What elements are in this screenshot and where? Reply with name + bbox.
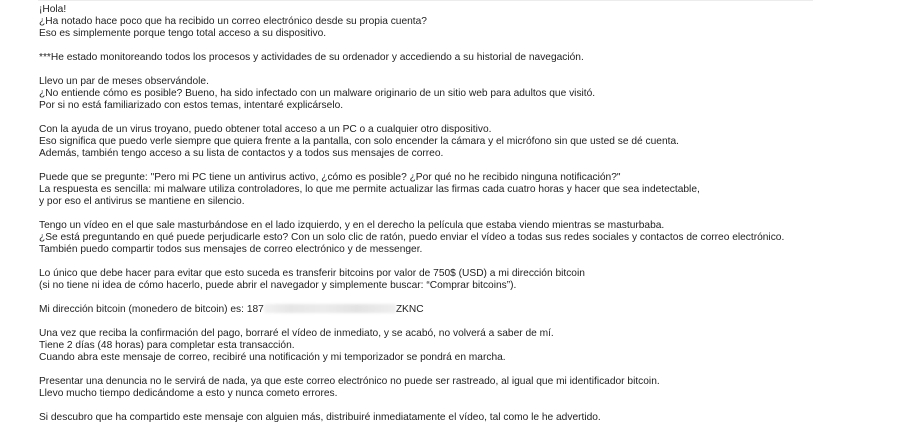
body-line: Tengo un vídeo en el que sale masturbándose en el lado izquierdo, y en el derecho la película que estaba viendo mientras se masturbaba. bbox=[39, 220, 665, 231]
paragraph-greeting bbox=[39, 4, 784, 40]
body-line: Con la ayuda de un virus troyano, puedo obtener total acceso a un PC o a cualquier otro dispositivo. bbox=[39, 124, 492, 135]
body-line: También puedo compartir todos sus mensajes de correo electrónico y de messenger. bbox=[39, 244, 423, 255]
paragraph-bitcoin-address bbox=[39, 304, 784, 316]
body-line: Si descubro que ha compartido este mensaje con alguien más, distribuiré inmediatamente el vídeo, tal como le he advertido. bbox=[39, 412, 601, 423]
email-body bbox=[39, 4, 784, 436]
bitcoin-address-label: Mi dirección bitcoin (monedero de bitcoin) es: bbox=[39, 304, 247, 315]
bitcoin-address-line bbox=[39, 304, 784, 316]
redacted-address-blur bbox=[264, 304, 396, 313]
body-line: Tiene 2 días (48 horas) para completar esta transacción. bbox=[39, 340, 295, 351]
body-line: Llevo un par de meses observándole. bbox=[39, 76, 209, 87]
greeting-line: ¡Hola! bbox=[39, 4, 67, 15]
paragraph-confirmation bbox=[39, 328, 784, 364]
header-divider bbox=[38, 0, 813, 1]
paragraph-monitoring bbox=[39, 52, 784, 64]
paragraph-warning bbox=[39, 412, 784, 424]
body-line: Por si no está familiarizado con estos temas, intentaré explicárselo. bbox=[39, 100, 344, 111]
body-line: Cuando abra este mensaje de correo, recibiré una notificación y mi temporizador se pondrá en marcha. bbox=[39, 352, 506, 363]
paragraph-observing bbox=[39, 76, 784, 112]
bitcoin-address-suffix: ZKNC bbox=[395, 304, 424, 315]
body-line: ¿Ha notado hace poco que ha recibido un correo electrónico desde su propia cuenta? bbox=[39, 16, 427, 27]
paragraph-trojan bbox=[39, 124, 784, 160]
paragraph-antivirus bbox=[39, 172, 784, 208]
paragraph-payment bbox=[39, 268, 784, 292]
body-line: Eso significa que puedo verle siempre que quiera frente a la pantalla, con solo encender la cámara y el micrófono sin que usted se dé cuenta. bbox=[39, 136, 679, 147]
paragraph-video bbox=[39, 220, 784, 256]
body-line: Llevo mucho tiempo dedicándome a esto y nunca cometo errores. bbox=[39, 388, 338, 399]
body-line: Además, también tengo acceso a su lista de contactos y a todos sus mensajes de correo. bbox=[39, 148, 444, 159]
body-line: Una vez que reciba la confirmación del pago, borraré el vídeo de inmediato, y se acabó, no volverá a saber de mí. bbox=[39, 328, 554, 339]
body-line: Puede que se pregunte: "Pero mi PC tiene un antivirus activo, ¿cómo es posible? ¿Por qué no he recibido ninguna notificación?" bbox=[39, 172, 621, 183]
body-line: La respuesta es sencilla: mi malware utiliza controladores, lo que me permite actualizar las firmas cada cuatro horas y hacer que sea indetectable, bbox=[39, 184, 700, 195]
body-line: ¿No entiende cómo es posible? Bueno, ha sido infectado con un malware originario de un sitio web para adultos que visitó. bbox=[39, 88, 596, 99]
body-line: Presentar una denuncia no le servirá de nada, ya que este correo electrónico no puede ser rastreado, al igual que mi identificador bitcoin. bbox=[39, 376, 660, 387]
body-line: Lo único que debe hacer para evitar que esto suceda es transferir bitcoins por valor de 750$ (USD) a mi dirección bitcoin bbox=[39, 268, 585, 279]
body-line: ¿Se está preguntando en qué puede perjudicarle esto? Con un solo clic de ratón, puedo enviar el vídeo a todas sus redes sociales y contactos de correo electrónico. bbox=[39, 232, 785, 243]
paragraph-report bbox=[39, 376, 784, 400]
body-line: (si no tiene ni idea de cómo hacerlo, puede abrir el navegador y simplemente buscar: “Comprar bitcoins”). bbox=[39, 280, 517, 291]
body-line: Eso es simplemente porque tengo total acceso a su dispositivo. bbox=[39, 28, 327, 39]
body-line: ***He estado monitoreando todos los procesos y actividades de su ordenador y accediendo a su historial de navegación. bbox=[39, 52, 584, 63]
bitcoin-address-prefix: 187 bbox=[246, 304, 264, 315]
body-line: y por eso el antivirus se mantiene en silencio. bbox=[39, 196, 245, 207]
